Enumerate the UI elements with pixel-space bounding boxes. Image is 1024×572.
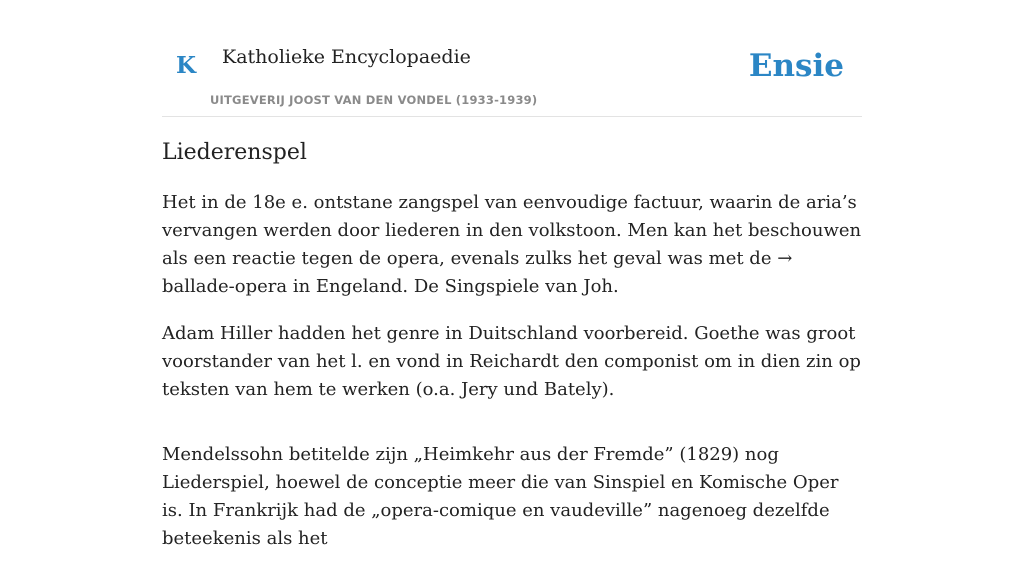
article-paragraph-1 xyxy=(162,189,862,301)
article-paragraph-2: Adam Hiller hadden het genre in Duitschland voorbereid. Goethe was groot voorstander van het l. en vond in Reichardt den componist om in dien zin op teksten van hem te werken (o.a. Jery und Bately). xyxy=(162,322,861,400)
site-logo[interactable]: K xyxy=(176,52,196,79)
article xyxy=(162,138,862,572)
article-title: Liederenspel xyxy=(162,140,307,165)
publisher-subtitle: UITGEVERIJ JOOST VAN DEN VONDEL (1933-1939) xyxy=(210,93,538,107)
article-paragraph-3: Mendelssohn betitelde zijn „Heimkehr aus der Fremde” (1829) nog Liederspiel, hoewel de conceptie meer die van Sinspiel en Komische Oper is. In Frankrijk had de „opera-comique en vaudeville” nagenoeg dezelfde beteekenis als het xyxy=(162,443,839,549)
brand-logo[interactable]: Ensie xyxy=(748,48,844,84)
paragraph-text-before-link: Het in de 18e e. ontstane zangspel van eenvoudige factuur, waarin de aria’s vervangen werden door liederen in den volkstoon. Men kan het beschouwen als een reactie tegen de opera, evenals zulks het geval was met de xyxy=(162,191,862,269)
arrow-right-icon: → xyxy=(777,247,793,269)
site-title[interactable]: Katholieke Encyclopaedie xyxy=(222,46,471,68)
site-header xyxy=(162,0,862,117)
cross-reference-link[interactable] xyxy=(777,248,792,269)
paragraph-text-after-link: ballade-opera in Engeland. De Singspiele van Joh. xyxy=(162,275,619,297)
